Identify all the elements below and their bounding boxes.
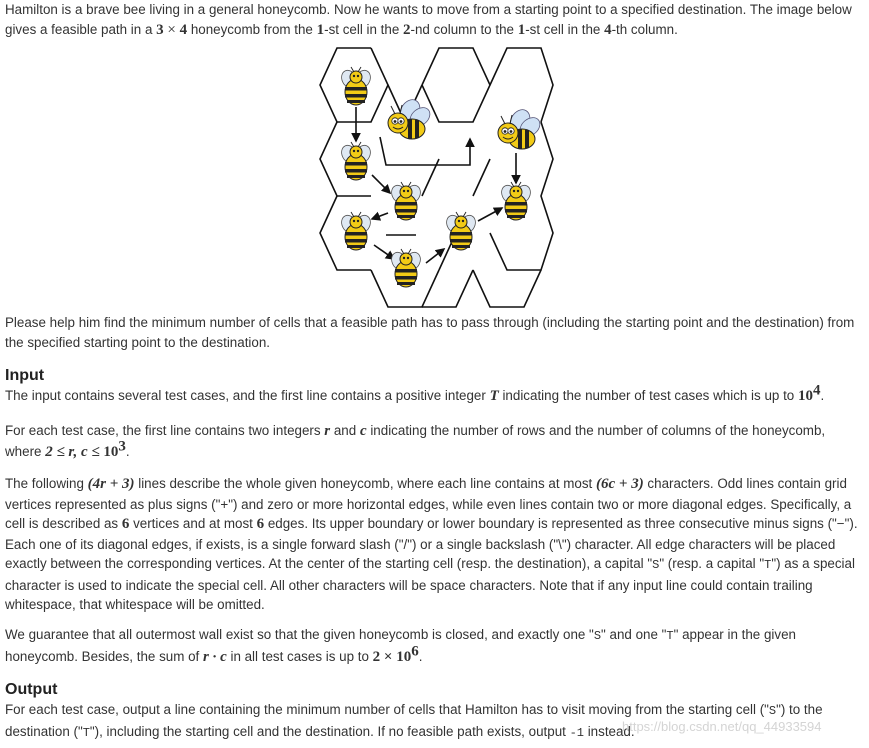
bee-big-left <box>388 96 434 139</box>
help-paragraph: Please help him find the minimum number of cells that a feasible path has to pass through (including the starting point and the destination) from the specified starting point to the destination. <box>5 315 855 350</box>
input-paragraph-3: The following (4r + 3) lines describe the whole given honeycomb, where each line contains at most (6c + 3) characters. Odd lines contain grid vertices represented as plus signs ("+") and zero or more horizontal edges, while even lines contain two or more diagonal edges. Specifically, a cell is described as 6 vertices and at most 6 edges. Its upper boundary or lower boundary is represented as three consecutive minus signs ("−"). Each one of its diagonal edges, if exists, is a single forward slash ("/") or a single backslash ("\") character. All edge characters will be placed exactly between the corresponding vertices. At the center of the starting cell (resp. the destination), a capital "S" (resp. a capital "T") as a special character is used to indicate the special cell. All other characters will be space characters. Note that if any input line could contain trailing whitespace, that whitespace will be omitted. <box>5 476 858 612</box>
math-r: 3 <box>156 21 164 38</box>
honeycomb-figure <box>316 45 556 311</box>
bee-c4-r2 <box>499 182 533 220</box>
watermark-text: https://blog.csdn.net/qq_44933594 <box>622 719 822 734</box>
input-paragraph-4: We guarantee that all outermost wall exist so that the given honeycomb is closed, and exactly one "S" and one "T" appear in the given honeycomb. Besides, the sum of r · c in all test cases is up to $2 \times 10^6$. <box>5 627 796 665</box>
bee-start <box>339 67 373 105</box>
bee-c1-r3 <box>339 212 373 250</box>
output-heading: Output <box>5 681 58 698</box>
intro-paragraph: Hamilton is a brave bee living in a general honeycomb. Now he wants to move from a starting point to a specified destination. The image below gives a feasible path in a 3 × 4 honeycomb from the 1-st cell in the 2-nd column to the 1-st cell in the 4-th column. <box>5 2 852 38</box>
cell-c3-r1 <box>422 48 490 122</box>
cell-c4-bottom <box>473 270 541 307</box>
bee-c2-r3 <box>389 249 423 287</box>
input-heading: Input <box>5 367 45 384</box>
input-paragraph-2: For each test case, the first line contains two integers r and c indicating the number of rows and the number of columns of the honeycomb, where 2 ≤ r, $c \le 10^3$. <box>5 423 826 460</box>
bee-c1-r2 <box>339 142 373 180</box>
bee-c3-r3 <box>444 212 478 250</box>
output-paragraph: For each test case, output a line containing the minimum number of cells that Hamilton has to visit moving from the starting cell ("S") to the destination ("T"), including the starting cell and the destination. If no feasible path exists, output -1 instead. <box>5 702 823 740</box>
path-arrows <box>356 107 516 263</box>
bees <box>339 67 544 287</box>
input-paragraph-1: The input contains several test cases, and the first line contains a positive integer T indicating the number of test cases which is up to $10^4$. <box>5 382 825 404</box>
bee-big-right <box>498 106 544 149</box>
math-c: 4 <box>179 21 188 38</box>
bee-c2-r2 <box>389 182 423 220</box>
